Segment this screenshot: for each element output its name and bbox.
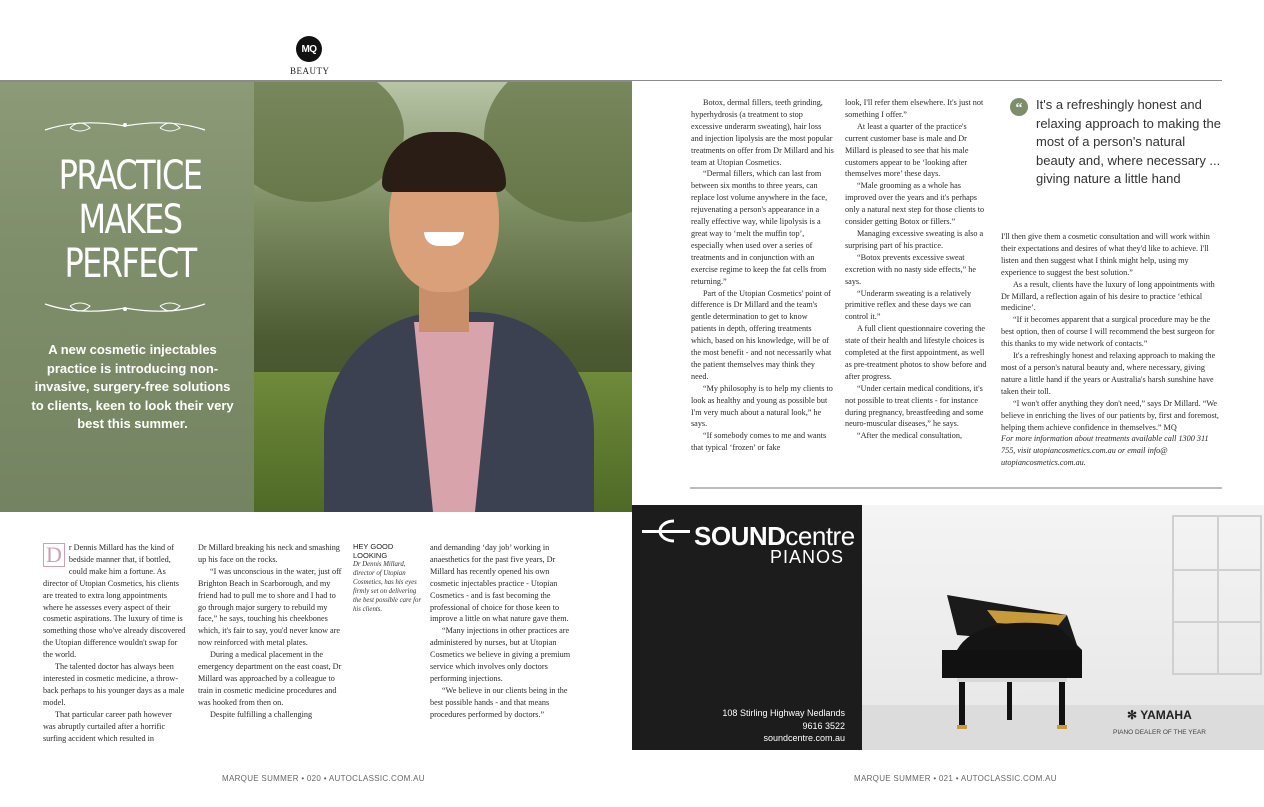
ad-contact [632,707,845,745]
yamaha-logo [1127,708,1192,722]
ad-brand-sub: PIANOS [770,547,845,567]
ad-website[interactable]: soundcentre.com.au [763,733,845,743]
contact-info: For more information about treatments available call 1300 311 755, visit utopiancosmetics.com.au or email info@ utopiancosmetics.com.au. [1001,434,1209,468]
paragraph: “I was unconscious in the water, just off Brighton Beach in Scarborough, and my friend had to pull me to shore and I had to go through major surgery to rebuild my face,” he says, touching his cheekbones which, it's fair to say, you'd never know are now reinforced with metal plates. [198,566,342,648]
article-end-divider [690,487,1222,489]
hero-panel [0,82,254,512]
article-headline [50,154,210,286]
brand-bold: SOUND [694,521,786,551]
headline-line: PRACTICE [58,153,202,199]
portrait-photo [254,82,632,512]
caption-title: HEY GOOD LOOKING [353,542,394,560]
photo-caption [353,542,425,614]
body-column-4 [691,97,834,454]
headline-line: MAKES [78,197,182,243]
paragraph: Part of the Utopian Cosmetics' point of difference is Dr Millard and the team's gentle determination to get to know patients in depth, offering treatments which, based on his knowledge, will be of the most benefit - and not necessarily what the patient themselves may think they need. [691,288,832,381]
soundcentre-logo-icon [640,517,692,545]
paragraph: Dr Millard breaking his neck and smashing up his face on the rocks. [198,543,340,564]
body-column-3 [430,542,573,721]
caption-body: Dr Dennis Millard, director of Utopian Cosmetics, has his eyes firmly set on delivering the best possible care for his clients. [353,561,422,613]
paragraph: Managing excessive sweating is also a surprising part of his practice. [845,228,984,250]
paragraph: “My philosophy is to help my clients to look as healthy and young as possible but I'm very much about a natural look,” he says. [691,383,833,429]
paragraph: A full client questionnaire covering the state of their health and lifestyle choices is completed at the first appointment, as well as pre-treatment photos to show before and after progress. [845,324,987,381]
quote-mark-icon: “ [1010,98,1028,116]
partner-tagline: PIANO DEALER OF THE YEAR [1113,729,1206,736]
paragraph: The talented doctor has always been interested in cosmetic medicine, a throw-back perhaps to his younger days as a male model. [43,662,185,707]
paragraph: r Dennis Millard has the kind of bedside manner that, if bottled, could make him a fortune. As director of Utopian Cosmetics, his clients are treated to extra long appointments where he assesses every aspect of their cosmetic aspirations. The luxury of time is something those who've already discovered the Utopian difference wouldn't swap for the world. [43,543,186,660]
paragraph: “Dermal fillers, which can last from between six months to three years, can replace lost volume anywhere in the face, rejuvenating a person's appearance in a really effective way, while lipolysis is a great way to ‘melt the muffin top’, especially when used over a series of treatments and in conjunction with an exercise regime to keep the fat cells from returning.” [691,169,828,286]
standfirst: A new cosmetic injectables practice is introducing non-invasive, surgery-free solutions to clients, keen to look their very best this summer. [31,342,234,431]
partner-name: YAMAHA [1140,708,1192,722]
photo-foliage [484,82,632,222]
headline-line: PERFECT [64,241,196,287]
ad-address: 108 Stirling Highway Nedlands [722,708,845,718]
paragraph: It's a refreshingly honest and relaxing approach to making the most of a person's natural beauty and, where necessary, giving nature a little hand if the years or Australia's harsh sunshine have taken their toll. [1001,351,1216,396]
brand-light: centre [785,521,855,551]
paragraph: “We believe in our clients being in the best possible hands - and that means procedures performed by doctors.” [430,685,568,719]
paragraph: look, I'll refer them elsewhere. It's just not something I offer.” [845,98,984,119]
ornament-flourish-top-icon [40,116,210,136]
dropcap: D [43,543,65,567]
paragraph: “Botox prevents excessive sweat excretion with no nasty side effects,” he says. [845,252,977,286]
body-column-1 [43,542,186,744]
paragraph: That particular career path however was abruptly curtailed after a horrific surfing accident which resulted in [43,709,172,743]
ad-window [1172,515,1262,675]
paragraph: Botox, dermal fillers, teeth grinding, hyperhydrosis (a treatment to stop excessive underarm sweating), hair loss and injection lipolysis are the most popular treatments on offer from Dr Millard and his team at Utopian Cosmetics. [691,98,834,167]
paragraph: “Under certain medical conditions, it's not possible to treat clients - for instance during pregnancy, breastfeeding and some neuro-muscular diseases,” he says. [845,383,984,429]
paragraph: “I won't offer anything they don't need,” says Dr Millard. “We believe in enriching the lives of our patients by, first and foremost, helping them achieve confidence in themselves.” MQ [1001,398,1219,432]
body-column-6 [1001,231,1222,469]
advertisement[interactable] [632,505,1264,750]
paragraph: “If somebody comes to me and wants that typical ‘frozen’ or fake [691,431,827,453]
body-column-2 [198,542,343,721]
paragraph: “Underarm sweating is a relatively primitive reflex and these days we can control it.” [845,288,972,322]
ad-phone: 9616 3522 [802,720,845,731]
paragraph: “After the medical consultation, [857,431,963,441]
top-divider-right [632,80,1222,81]
magazine-logo: MQ [296,36,322,62]
paragraph: “If it becomes apparent that a surgical procedure may be the best option, then of course I will recommend the best surgeon for this thanks to my wide network of contacts.” [1001,315,1215,349]
paragraph: “Many injections in other practices are administered by nurses, but at Utopian Cosmetics we believe in giving a premium service which involves only doctors performing injections. [430,626,571,683]
page-footer-right: MARQUE SUMMER • 021 • AUTOCLASSIC.COM.AU [854,774,1057,783]
grand-piano-icon [917,575,1097,735]
paragraph: As a result, clients have the luxury of long appointments with Dr Millard, a reflection again of his desire to practice ‘ethical medicine’. [1001,279,1215,313]
ornament-flourish-bottom-icon [40,298,210,318]
paragraph: and demanding ‘day job’ working in anaesthetics for the past five years, Dr Millard has recently opened his own cosmetic injectables practice - Utopian Cosmetics - and is fast becoming the professional of choice for those keen to improve a little on what nature gave them. [430,543,569,624]
pull-quote-text: It's a refreshingly honest and relaxing approach to making the most of a person's natural beauty and, where necessary ... giving nature a little hand [1036,97,1222,186]
paragraph: Despite fulfilling a challenging [210,709,313,719]
section-label: BEAUTY [290,66,330,76]
paragraph: I'll then give them a cosmetic consultation and will work within their expectations and desires of what they'd like to achieve. I'll listen and then suggest what I think might help, using my experience to suggest the best solution.” [1001,232,1210,277]
paragraph: At least a quarter of the practice's current customer base is male and Dr Millard is pleased to see that his male customers appear to be ‘looking after themselves more’ these days. [845,121,969,179]
paragraph: During a medical placement in the emergency department on the east coast, Dr Millard was approached by a colleague to train in cosmetic medicine procedures and was hooked from then on. [198,650,342,707]
body-column-5 [845,97,988,442]
yamaha-emblem-icon: ✻ [1127,708,1138,722]
paragraph: “Male grooming as a whole has improved over the years and it's perhaps only a natural next step for those clients to consider getting Botox or fillers.” [845,181,985,227]
page-footer-left: MARQUE SUMMER • 020 • AUTOCLASSIC.COM.AU [222,774,425,783]
